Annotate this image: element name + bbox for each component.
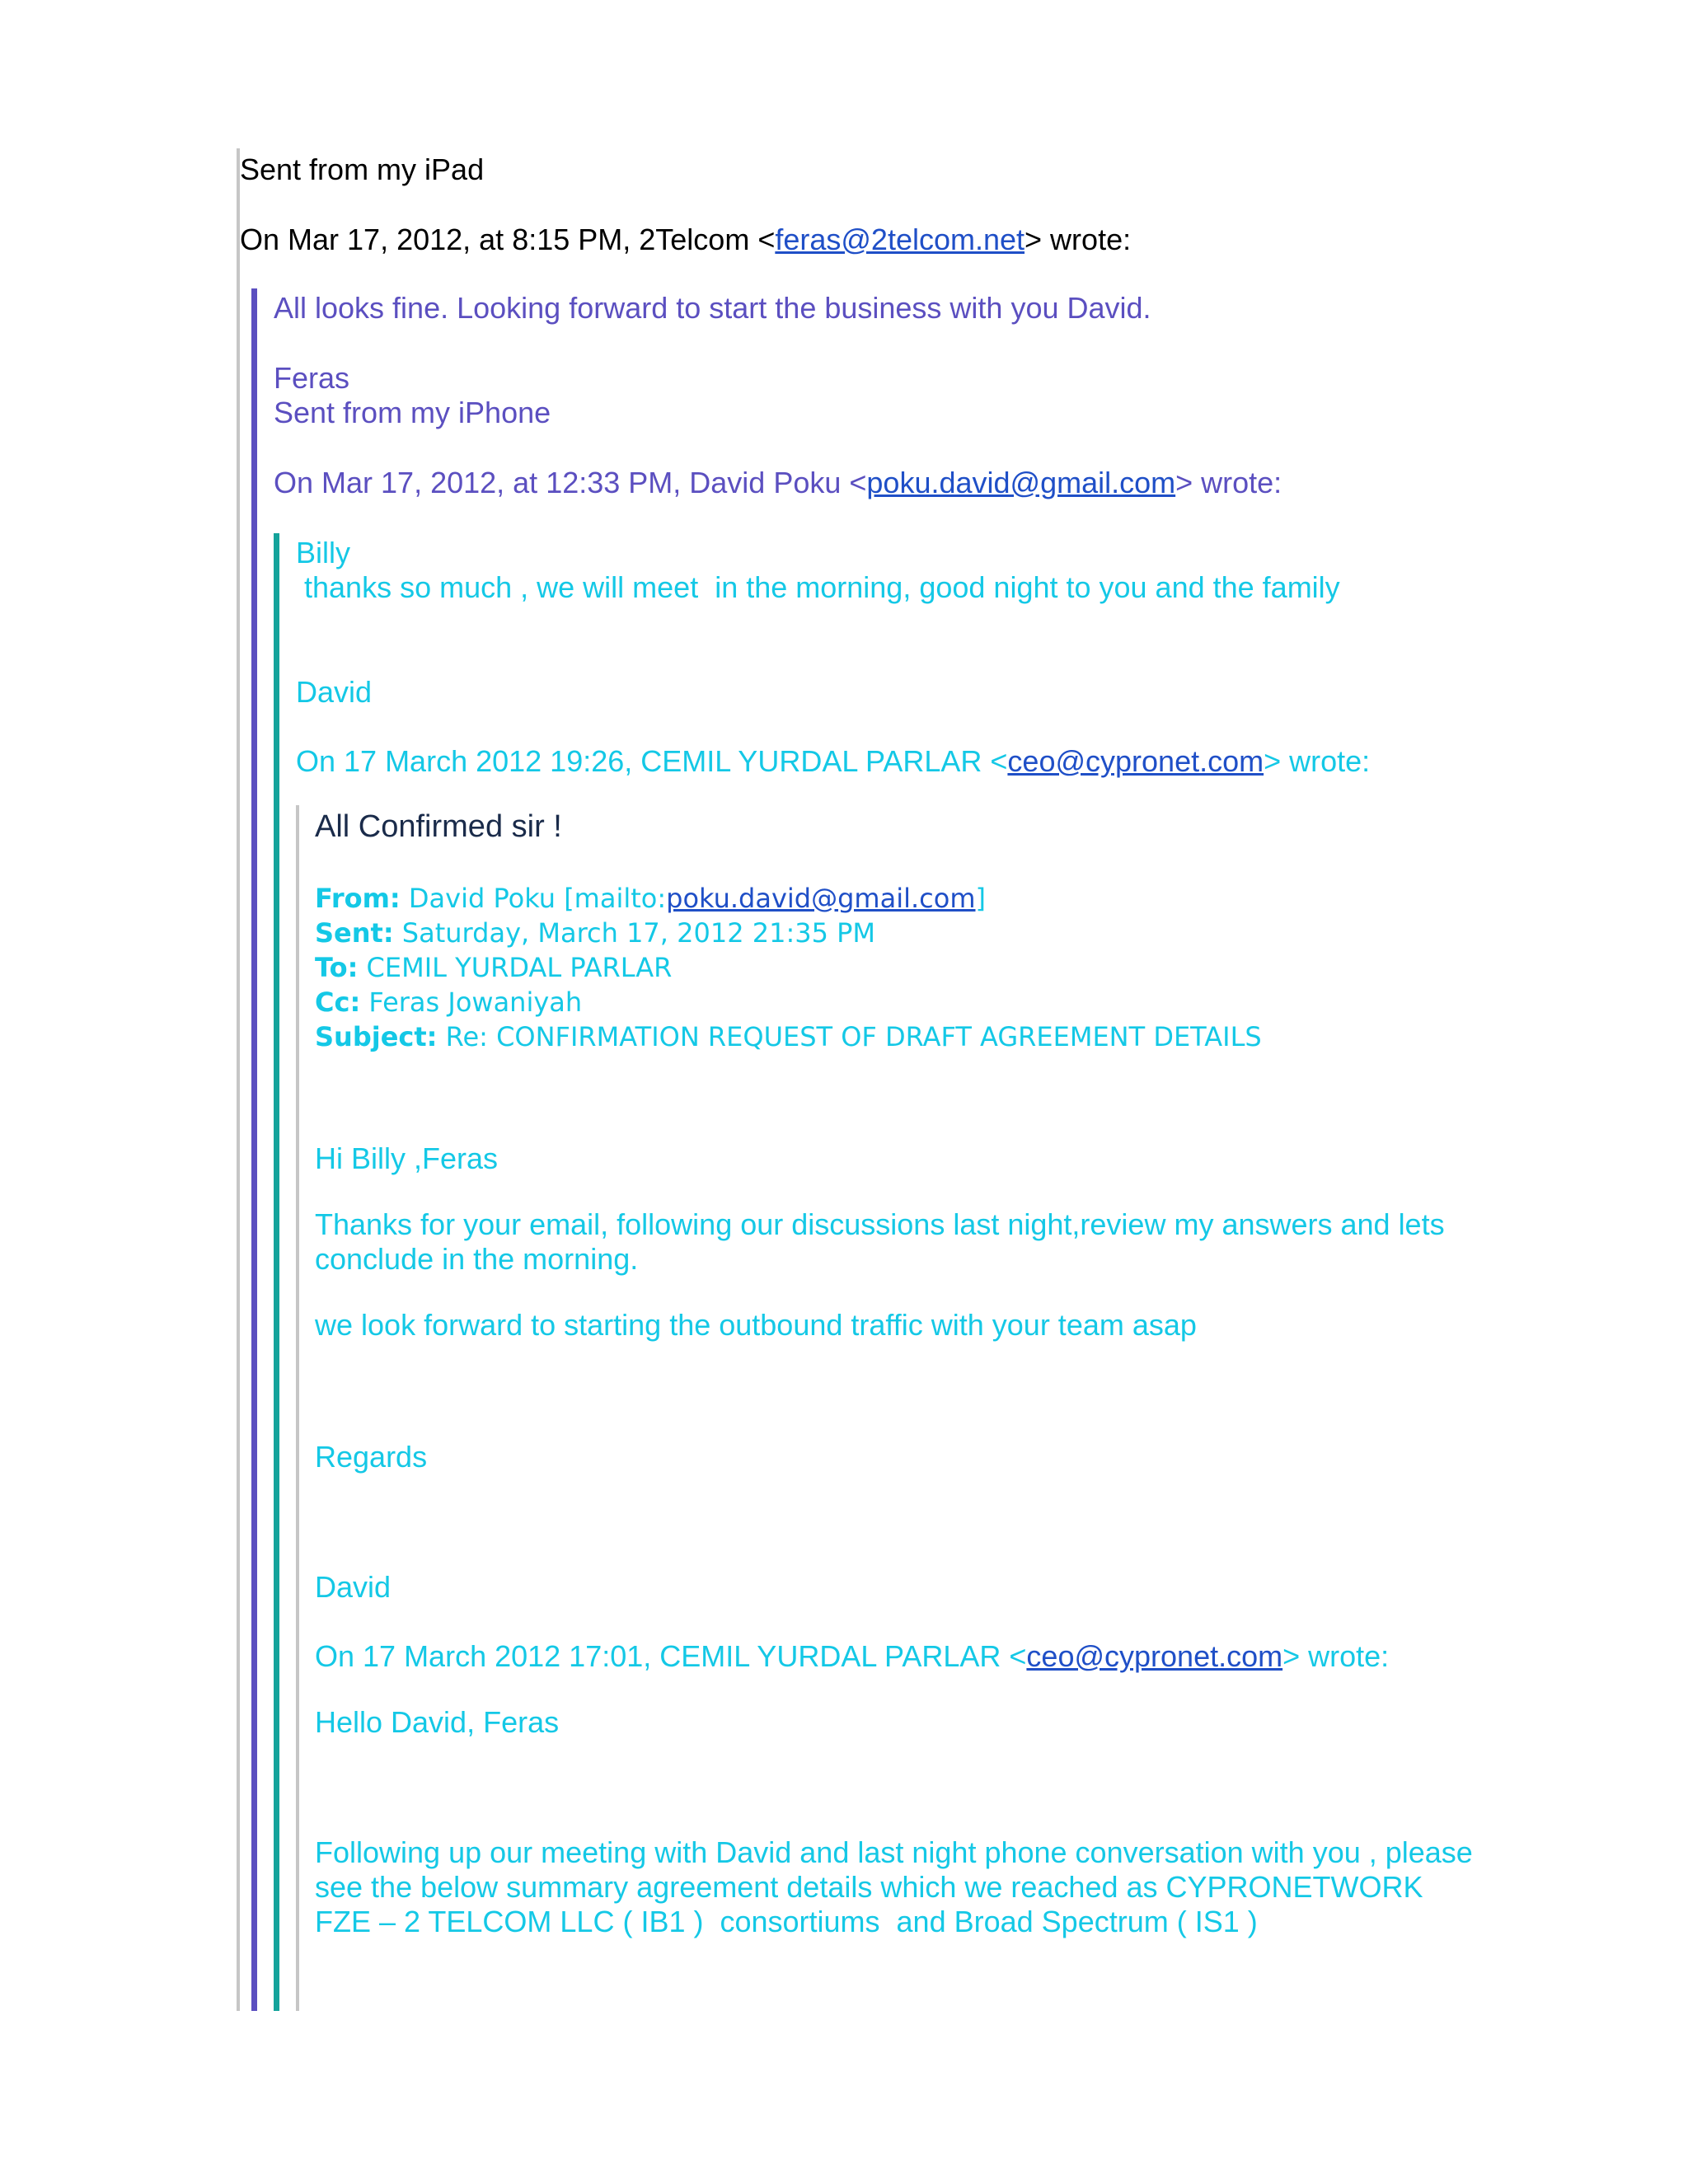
hello-david-feras: Hello David, Feras [315,1705,560,1739]
header-from-line: From: David Poku [mailto:poku.david@gmail.com] [315,883,986,914]
david-message-line: thanks so much , we will meet in the morning, good night to you and the family [296,570,1340,604]
following-paragraph: Following up our meeting with David and last night phone conversation with you , please see the below summary agreement details which we reached as CYPRONETWORK FZE – 2 TELCOM LLC ( IB1 ) consortiums and Broad Spectrum ( IS1 ) [315,1835,1481,1938]
david-reply-intro: On Mar 17, 2012, at 12:33 PM, David Poku <poku.david@gmail.com> wrote: [274,466,1282,499]
david-email-link[interactable]: poku.david@gmail.com [866,466,1176,499]
from-email-link[interactable]: poku.david@gmail.com [666,883,976,914]
regards-line: Regards [315,1440,428,1474]
david-greeting: Billy [296,536,351,569]
david-signature: David [296,675,373,709]
all-confirmed-line: All Confirmed sir ! [315,809,562,844]
hi-billy-feras: Hi Billy ,Feras [315,1141,499,1175]
feras-reply-intro: On Mar 17, 2012, at 8:15 PM, 2Telcom <feras@2telcom.net> wrote: [240,223,1132,256]
thanks-paragraph: Thanks for your email, following our discussions last night,review my answers and lets conclude in the morning. [315,1207,1453,1276]
david-quote-block [274,533,1510,2011]
cemil-second-email-link[interactable]: ceo@cypronet.com [1026,1639,1283,1673]
feras-signature-device: Sent from my iPhone [274,396,551,429]
header-to-line: To: CEMIL YURDAL PARLAR [315,952,673,983]
sent-from-ipad: Sent from my iPad [240,152,485,186]
header-subject-line: Subject: Re: CONFIRMATION REQUEST OF DRAFT AGREEMENT DETAILS [315,1021,1262,1052]
outer-quote-thread [237,148,1539,2011]
feras-quote-block [251,288,1521,2011]
feras-message-line: All looks fine. Looking forward to start the business with you David. [274,291,1151,325]
cemil-second-intro: On 17 March 2012 17:01, CEMIL YURDAL PARLAR <ceo@cypronet.com> wrote: [315,1639,1390,1673]
david-sign-line: David [315,1570,392,1604]
header-cc-line: Cc: Feras Jowaniyah [315,987,583,1018]
header-sent-line: Sent: Saturday, March 17, 2012 21:35 PM [315,917,876,949]
cemil-email-link[interactable]: ceo@cypronet.com [1007,744,1264,778]
feras-email-link[interactable]: feras@2telcom.net [775,223,1025,256]
cemil-reply-intro: On 17 March 2012 19:26, CEMIL YURDAL PARLAR <ceo@cypronet.com> wrote: [296,744,1371,778]
feras-signature-name: Feras [274,361,350,395]
cemil-quote-block [296,805,1499,2011]
look-forward-line: we look forward to starting the outbound traffic with your team asap [315,1308,1197,1342]
